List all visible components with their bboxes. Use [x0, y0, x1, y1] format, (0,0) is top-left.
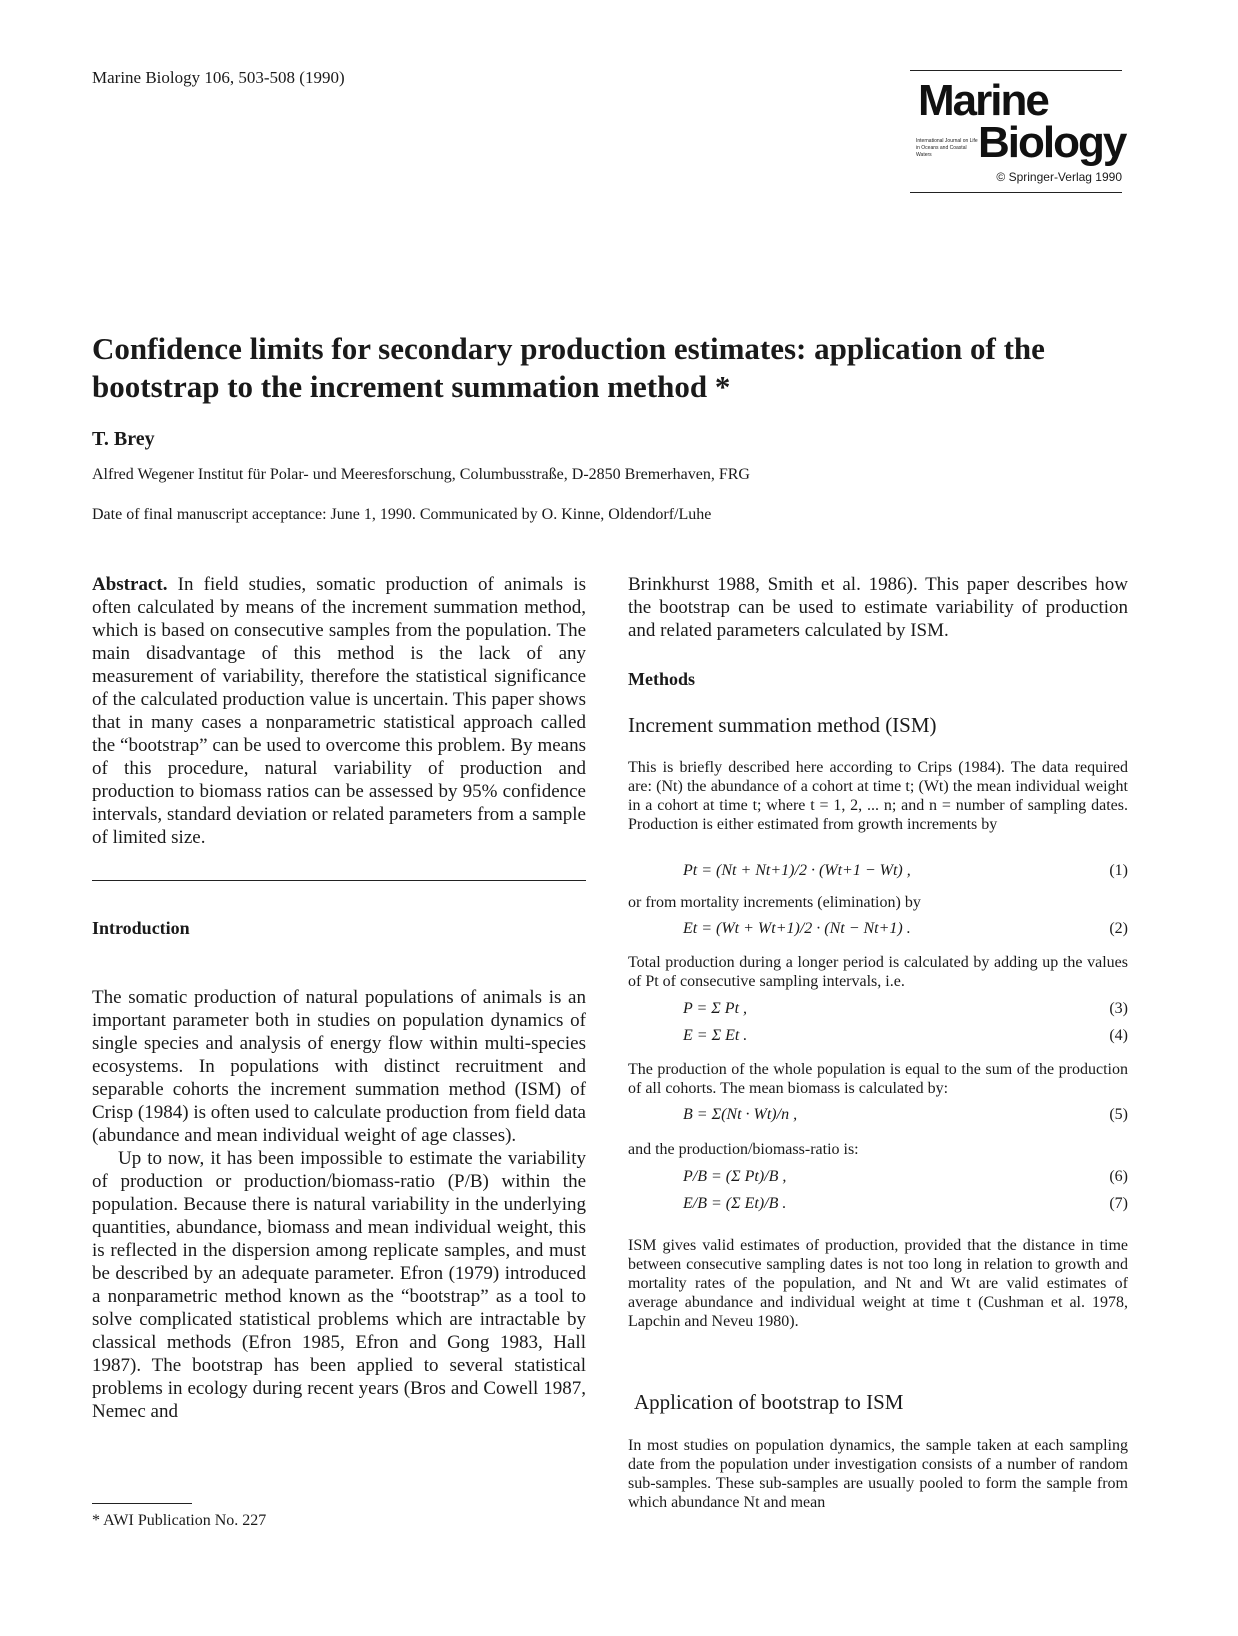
abstract-divider [92, 880, 586, 881]
abstract-text: In field studies, somatic production of animals is often calculated by means of the increment summation method, which is based on consecutive samples from the population. The main disadvantage of this method is the lack of any measurement of variability, therefore the statistical significance of the calculated production value is uncertain. This paper shows that in many cases a nonparametric statistical approach called the “bootstrap” can be used to overcome this problem. By means of this procedure, natural variability of production and production to biomass ratios can be assessed by 95% confidence intervals, standard deviation or related parameters from a sample of limited size. [92, 574, 586, 848]
equation-1 [628, 862, 1128, 882]
equation-1-number: (1) [1109, 862, 1128, 879]
introduction-body [92, 986, 586, 1423]
equation-2-number: (2) [1109, 920, 1128, 937]
logo-word-biology: Biology [978, 118, 1126, 167]
bootstrap-heading: Application of bootstrap to ISM [634, 1390, 904, 1414]
footnote-rule [92, 1503, 192, 1504]
equation-3-formula: P = Σ Pt , [683, 1000, 748, 1017]
introduction-paragraph-1: The somatic production of natural populations of animals is an important parameter both in studies on population dynamics of single species and analysis of energy flow within multi-species ecosystems. In populations with distinct recruitment and separable cohorts the increment summation method (ISM) of Crisp (1984) is often used to calculate production from field data (abundance and mean individual weight of age classes). [92, 987, 586, 1146]
abstract-label: Abstract. [92, 574, 168, 595]
ism-description: This is briefly described here according to Crips (1984). The data required are: (Nt) the abundance of a cohort at time t; (Wt) the mean individual weight in a cohort at time t; where t = 1, 2, ... n; and n = number of sampling dates. Production is either estimated from growth increments by [628, 759, 1128, 833]
equation-5-number: (5) [1109, 1106, 1128, 1123]
equation-5 [628, 1106, 1128, 1126]
equation-3 [628, 1000, 1128, 1020]
biomass-text: The production of the whole population is equal to the sum of the production of all cohorts. The mean biomass is calculated by: [628, 1061, 1128, 1097]
equation-7-number: (7) [1109, 1195, 1128, 1212]
equation-4-formula: E = Σ Et . [683, 1027, 748, 1044]
copyright-notice: © Springer-Verlag 1990 [996, 170, 1122, 184]
equation-1-formula: Pt = (Nt + Nt+1)/2 · (Wt+1 − Wt) , [683, 862, 911, 879]
introduction-heading: Introduction [92, 918, 190, 938]
equation-2 [628, 920, 1128, 940]
equation-3-number: (3) [1109, 1000, 1128, 1017]
equation-6-number: (6) [1109, 1168, 1128, 1185]
ism-validity-text: ISM gives valid estimates of production, provided that the distance in time between consecutive sampling dates is not too long in relation to growth and mortality rates of the population, and Nt and Wt are valid estimates of average abundance and individual weight at time t (Cushman et al. 1978, Lapchin and Neveu 1980). [628, 1237, 1128, 1330]
equation-4 [628, 1027, 1128, 1047]
abstract [92, 573, 586, 849]
logo-tagline: International Journal on Life in Oceans and Coastal Waters [916, 138, 978, 158]
article-author: T. Brey [92, 428, 155, 450]
ratio-text: and the production/biomass-ratio is: [628, 1141, 859, 1158]
logo-word-marine: Marine [918, 76, 1048, 125]
equation-7 [628, 1195, 1128, 1215]
mortality-text: or from mortality increments (elimination) by [628, 894, 921, 911]
journal-citation: Marine Biology 106, 503-508 (1990) [92, 68, 345, 87]
equation-7-formula: E/B = (Σ Et)/B . [683, 1195, 787, 1212]
footnote: * AWI Publication No. 227 [92, 1512, 267, 1529]
bootstrap-text: In most studies on population dynamics, the sample taken at each sampling date from the population under investigation consists of a number of random sub-samples. These sub-samples are usually pooled to form the sample from which abundance Nt and mean [628, 1437, 1128, 1511]
methods-heading: Methods [628, 669, 695, 689]
article-title: Confidence limits for secondary production estimates: application of the bootstrap to the increment summation method * [92, 331, 1045, 404]
equation-5-formula: B = Σ(Nt · Wt)/n , [683, 1106, 798, 1123]
equation-2-formula: Et = (Wt + Wt+1)/2 · (Nt − Nt+1) . [683, 920, 911, 937]
total-production-text: Total production during a longer period is calculated by adding up the values of Pt of consecutive sampling intervals, i.e. [628, 954, 1128, 990]
equation-6 [628, 1168, 1128, 1188]
introduction-paragraph-2: Up to now, it has been impossible to estimate the variability of production or production/biomass-ratio (P/B) within the population. Because there is natural variability in the underlying quantities, abundance, biomass and mean individual weight, this is reflected in the dispersion among replicate samples, and must be described by an adequate parameter. Efron (1979) introduced a nonparametric method known as the “bootstrap” as a tool to solve complicated statistical problems which are intractable by classical methods (Efron 1985, Efron and Gong 1983, Hall 1987). The bootstrap has been applied to several statistical problems in ecology during recent years (Bros and Cowell 1987, Nemec and [92, 1148, 586, 1422]
logo-bottom-rule [910, 192, 1122, 193]
equation-4-number: (4) [1109, 1027, 1128, 1044]
ism-heading: Increment summation method (ISM) [628, 713, 937, 737]
equation-6-formula: P/B = (Σ Pt)/B , [683, 1168, 787, 1185]
author-affiliation: Alfred Wegener Institut für Polar- und Meeresforschung, Columbusstraße, D-2850 Bremerhaven, FRG [92, 466, 750, 483]
manuscript-dates: Date of final manuscript acceptance: June 1, 1990. Communicated by O. Kinne, Oldendorf/Luhe [92, 506, 712, 523]
logo-top-rule [910, 70, 1122, 71]
introduction-continuation: Brinkhurst 1988, Smith et al. 1986). This paper describes how the bootstrap can be used to estimate variability of production and related parameters calculated by ISM. [628, 574, 1128, 641]
